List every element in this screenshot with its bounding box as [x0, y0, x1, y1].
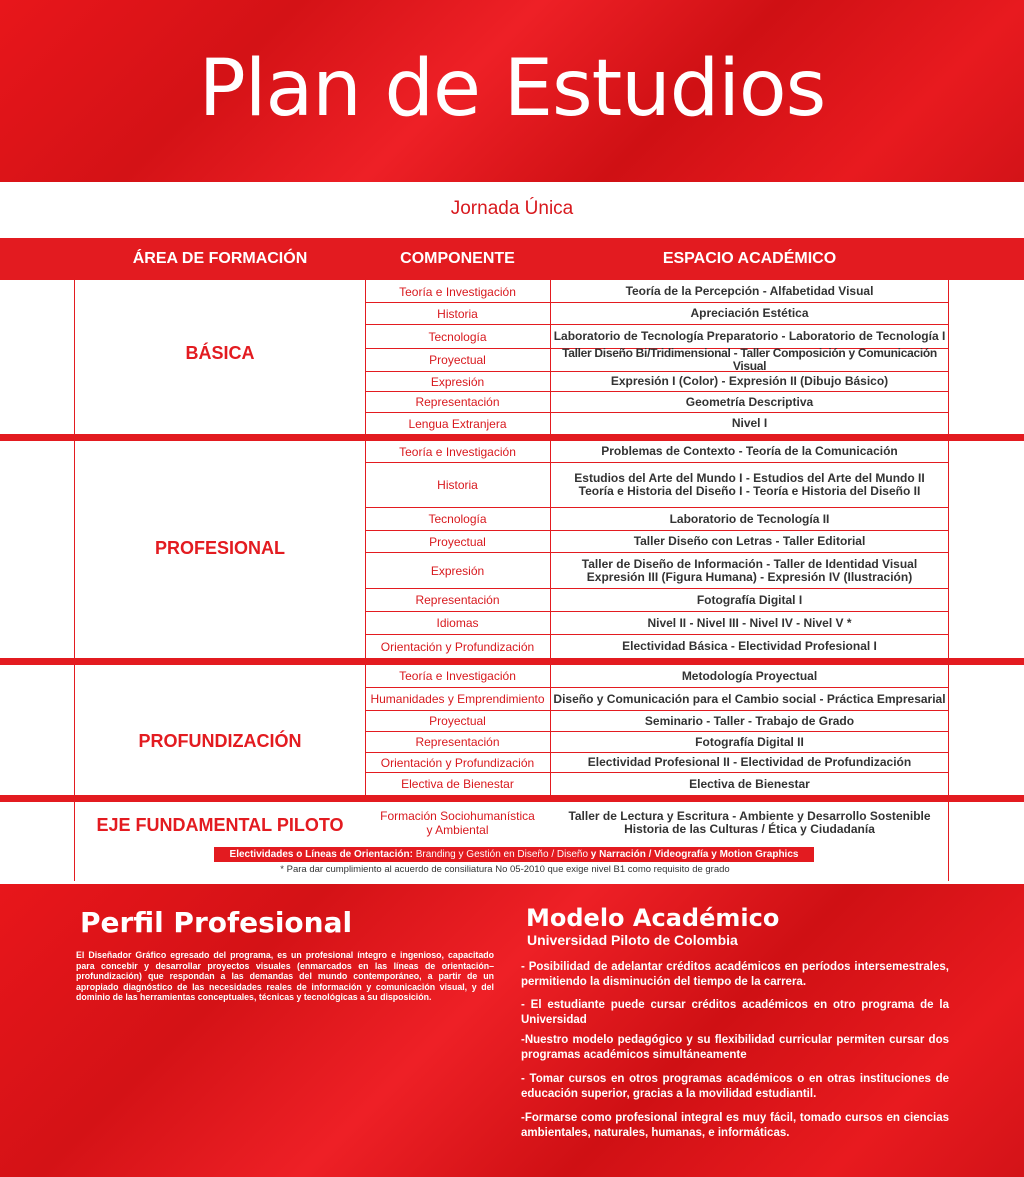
- table-cell-espacio: Taller de Lectura y Escritura - Ambiente y Desarrollo Sostenible Historia de las Culturas / Ética y Ciudadanía: [568, 809, 931, 836]
- table-cell-componente: Expresión: [365, 372, 550, 392]
- table-cell-espacio: Problemas de Contexto - Teoría de la Comunicación: [551, 441, 948, 463]
- area-profundizacion: PROFUNDIZACIÓN: [138, 731, 302, 751]
- table-cell-espacio: Nivel II - Nivel III - Nivel IV - Nivel V *: [551, 612, 948, 635]
- table-cell-componente: Proyectual: [365, 711, 550, 732]
- electividades-part1: Branding y Gestión en Diseño / Diseño: [412, 849, 589, 860]
- table-cell-espacio: Seminario - Taller - Trabajo de Grado: [551, 711, 948, 732]
- section-separator: [0, 658, 1024, 665]
- section-separator: [0, 795, 1024, 802]
- table-cell-espacio: Diseño y Comunicación para el Cambio social - Práctica Empresarial: [551, 688, 948, 711]
- header-componente: COMPONENTE: [400, 250, 515, 267]
- table-cell-espacio: Electiva de Bienestar: [689, 776, 810, 791]
- table-cell-espacio: Expresión I (Color) - Expresión II (Dibujo Básico): [551, 372, 948, 392]
- table-right-border: [948, 280, 949, 881]
- jornada-label: Jornada Única: [450, 198, 574, 219]
- table-cell-espacio: Metodología Proyectual: [551, 665, 948, 688]
- table-cell-espacio: Electividad Profesional II - Electividad de Profundización: [551, 753, 948, 773]
- table-cell-componente: Teoría e Investigación: [365, 441, 550, 463]
- table-cell-componente: Proyectual: [365, 349, 550, 372]
- table-cell-componente: Orientación y Profundización: [380, 639, 535, 654]
- table-cell-espacio: Apreciación Estética: [551, 303, 948, 325]
- table-cell-espacio: Estudios del Arte del Mundo I - Estudios del Arte del Mundo II Teoría e Historia del Diseño I - Teoría e Historia del Diseño II: [551, 463, 948, 508]
- table-cell-espacio: Teoría de la Percepción - Alfabetidad Visual: [551, 281, 948, 303]
- table-cell-espacio: Geometría Descriptiva: [551, 392, 948, 413]
- table-cell-componente: Lengua Extranjera: [408, 416, 507, 431]
- table-cell-espacio: Fotografía Digital II: [551, 732, 948, 753]
- electividades-part2: y Narración / Videografía y Motion Graphics: [588, 849, 799, 860]
- perfil-title: Perfil Profesional: [80, 906, 353, 939]
- page-title: Plan de Estudios: [198, 44, 826, 134]
- table-cell-componente: Tecnología: [365, 325, 550, 349]
- table-cell-espacio: Taller Diseño Bi/Tridimensional - Taller Composición y Comunicación Visual: [551, 349, 948, 372]
- table-cell-componente: Teoría e Investigación: [365, 281, 550, 303]
- table-cell-componente: Idiomas: [365, 612, 550, 635]
- perfil-text: El Diseñador Gráfico egresado del programa, es un profesional íntegro e ingenioso, capacitado para concebir y desarrollar proyectos visuales (enmarcados en las líneas de orientación–profundización) que respondan a las demandas del mundo contemporáneo, a partir de un apropiado diagnóstico de las necesidades reales de información y comunicación visual, y del dominio de las herramientas conceptuales, técnicas y tecnológicas a su disposición.: [76, 950, 494, 1002]
- electividades-banner: [214, 847, 814, 862]
- area-eje-fundamental: EJE FUNDAMENTAL PILOTO: [96, 815, 344, 835]
- table-cell-espacio: Laboratorio de Tecnología Preparatorio - Laboratorio de Tecnología I: [551, 325, 948, 349]
- header-espacio: ESPACIO ACADÉMICO: [662, 250, 837, 267]
- hero-banner: [0, 0, 1024, 182]
- modelo-point: - Tomar cursos en otros programas académicos o en otras instituciones de educación superior, gracias a la movilidad estudiantil.: [521, 1073, 949, 1100]
- modelo-subtitle: Universidad Piloto de Colombia: [527, 932, 738, 948]
- header-area: ÁREA DE FORMACIÓN: [132, 250, 308, 267]
- table-cell-componente: Historia: [365, 303, 550, 325]
- electividades-label: Electividades o Líneas de Orientación:: [229, 849, 413, 860]
- table-cell-espacio: Laboratorio de Tecnología II: [551, 508, 948, 531]
- table-cell-espacio: Nivel I: [731, 416, 768, 430]
- table-cell-componente: Humanidades y Emprendimiento: [365, 688, 550, 711]
- table-cell-espacio: Fotografía Digital I: [551, 589, 948, 612]
- table-left-border: [74, 280, 75, 881]
- modelo-title: Modelo Académico: [526, 904, 780, 932]
- table-cell-componente: Tecnología: [365, 508, 550, 531]
- footnote: * Para dar cumplimiento al acuerdo de consiliatura No 05-2010 que exige nivel B1 como requisito de grado: [280, 864, 730, 875]
- table-cell-espacio: Electividad Básica - Electividad Profesional I: [622, 639, 877, 653]
- table-cell-componente: Orientación y Profundización: [365, 753, 550, 773]
- table-cell-componente: Electiva de Bienestar: [401, 777, 514, 791]
- modelo-point: -Formarse como profesional integral es muy fácil, tomado cursos en ciencias ambientales, naturales, humanas, e informáticas.: [521, 1112, 949, 1139]
- table-cell-componente: Representación: [365, 732, 550, 753]
- table-cell-espacio: Taller Diseño con Letras - Taller Editorial: [551, 531, 948, 553]
- area-profesional: PROFESIONAL: [154, 538, 285, 558]
- table-cell-componente: Expresión: [365, 553, 550, 589]
- modelo-point: -Nuestro modelo pedagógico y su flexibilidad curricular permiten cursar dos programas académicos simultáneamente: [521, 1034, 949, 1061]
- modelo-point: - El estudiante puede cursar créditos académicos en otro programa de la Universidad: [521, 999, 949, 1026]
- table-cell-componente: Teoría e Investigación: [365, 665, 550, 688]
- table-cell-componente: Historia: [365, 463, 550, 508]
- table-cell-componente: Proyectual: [365, 531, 550, 553]
- table-cell-componente: Representación: [365, 589, 550, 612]
- table-cell-componente: Formación Sociohumanística y Ambiental: [380, 809, 535, 837]
- modelo-point: - Posibilidad de adelantar créditos académicos en períodos intersemestrales, permitiendo la disminución del tiempo de la carrera.: [521, 961, 949, 988]
- table-cell-espacio: Taller de Diseño de Información - Taller de Identidad Visual Expresión III (Figura Humana) - Expresión IV (Ilustración): [551, 553, 948, 589]
- table-cell-componente: Representación: [365, 392, 550, 413]
- section-separator: [0, 434, 1024, 441]
- area-basica: BÁSICA: [185, 343, 255, 363]
